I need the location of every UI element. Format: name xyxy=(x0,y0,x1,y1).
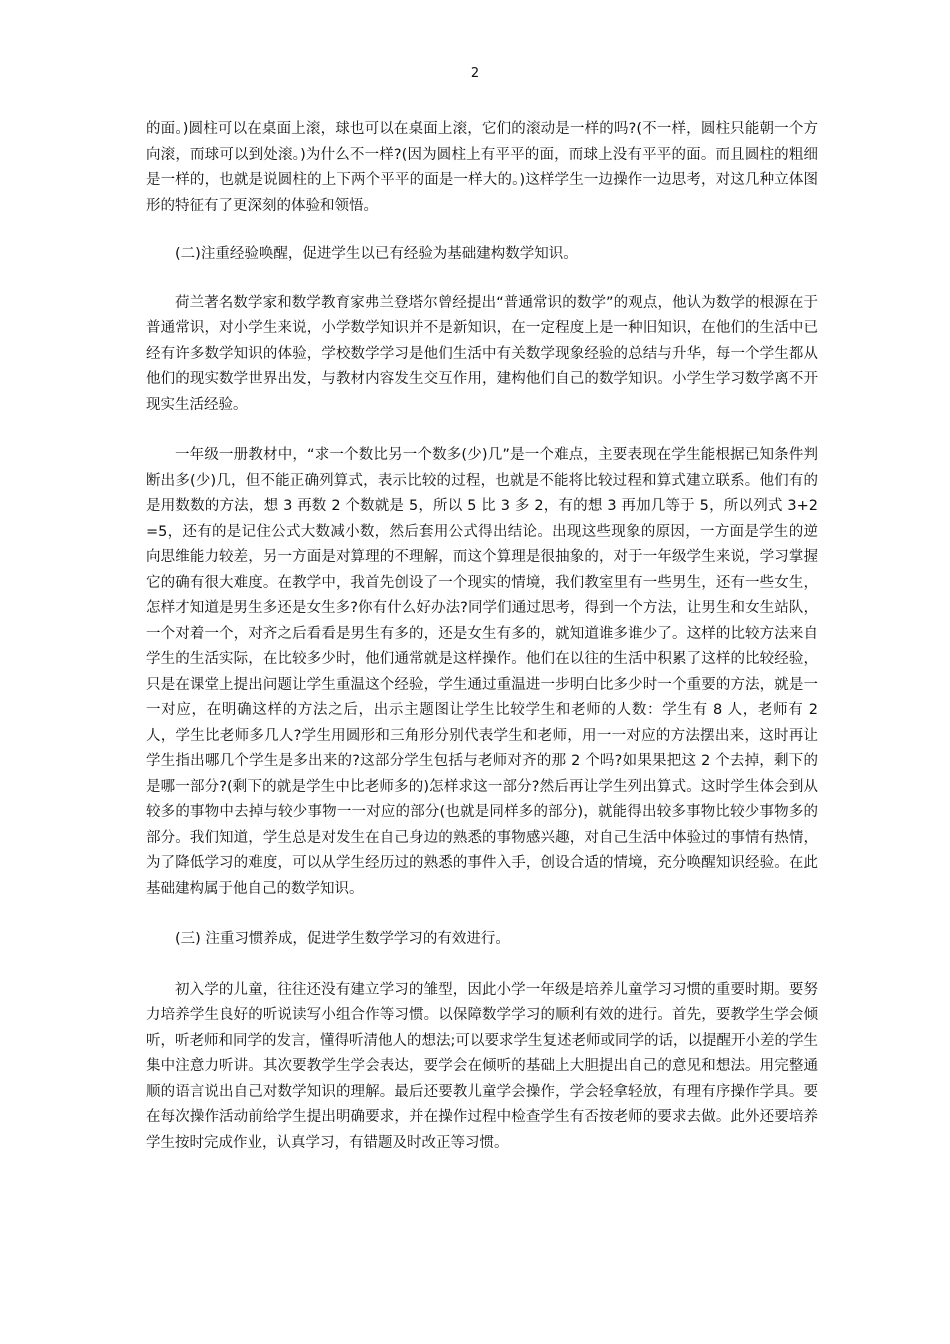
section-heading-habits: (三) 注重习惯养成，促进学生数学学习的有效进行。 xyxy=(175,931,510,947)
paragraph-freudenthal: 荷兰著名数学家和数学教育家弗兰登塔尔曾经提出“普通常识的数学”的观点，他认为数学的根源在于普通常识，对小学生来说，小学数学知识并不是新知识，在一定程度上是一种旧知识，在他们的生活中已经有许多数学知识的体验，学校数学学习是他们生活中有关数学现象经验的总结与升华，每一个学生都从他们的现实数学世界出发，与教材内容发生交互作用，建构他们自己的数学知识。小学生学习数学离不开现实生活经验。 xyxy=(146,294,818,413)
paragraph-comparison-example: 一年级一册教材中，“求一个数比另一个数多(少)几”是一个难点，主要表现在学生能根据已知条件判断出多(少)几，但不能正确列算式，表示比较的过程，也就是不能将比较过程和算式建立联系。他们有的是用数数的方法，想 3 再数 2 个数就是 5，所以 5 比 3 多 2，有的想 3 再加几等于 5，所以列式 3+2=5，还有的是记住公式大数减小数，然后套用公式得出结论。出现这些现象的原因，一方面是学生的逆向思维能力较差，另一方面是对算理的不理解，而这个算理是很抽象的，对于一年级学生来说，学习掌握它的确有很大难度。在教学中，我首先创设了一个现实的情境，我们教室里有一些男生，还有一些女生，怎样才知道是男生多还是女生多?你有什么好办法?同学们通过思考，得到一个方法，让男生和女生站队，一个对着一个，对齐之后看看是男生有多的，还是女生有多的，就知道谁多谁少了。这样的比较方法来自学生的生活实际，在比较多少时，他们通常就是这样操作。他们在以往的生活中积累了这样的比较经验，只是在课堂上提出问题让学生重温这个经验，学生通过重温进一步明白比多少时一个重要的方法，就是一一对应，在明确这样的方法之后，出示主题图让学生比较学生和老师的人数：学生有 8 人，老师有 2 人，学生比老师多几人?学生用圆形和三角形分别代表学生和老师，用一一对应的方法摆出来，这时再让学生指出哪几个学生是多出来的?这部分学生包括与老师对齐的那 2 个吗?如果果把这 2 个去掉，剩下的是哪一部分?(剩下的就是学生中比老师多的)怎样求这一部分?然后再让学生列出算式。这时学生体会到从较多的事物中去掉与较少事物一一对应的部分(也就是同样多的部分)，就能得出较多事物比较少事物多的部分。我们知道，学生总是对发生在自己身边的熟悉的事物感兴趣，对自己生活中体验过的事情有热情，为了降低学习的难度，可以从学生经历过的熟悉的事件入手，创设合适的情境，充分唤醒知识经验。在此基础建构属于他自己的数学知识。 xyxy=(146,447,818,897)
section-heading-experience: (二)注重经验唤醒，促进学生以已有经验为基础建构数学知识。 xyxy=(175,246,578,262)
paragraph-cylinder-sphere: 的面。)圆柱可以在桌面上滚，球也可以在桌面上滚，它们的滚动是一样的吗?(不一样，圆柱只能朝一个方向滚，而球可以到处滚。)为什么不一样?(因为圆柱上有平平的面，而球上没有平平的面。而且圆柱的粗细是一样的，也就是说圆柱的上下两个平平的面是一样大的。)这样学生一边操作一边思考，对这几种立体图形的特征有了更深刻的体验和领悟。 xyxy=(146,121,818,214)
paragraph-study-habits: 初入学的儿童，往往还没有建立学习的雏型，因此小学一年级是培养儿童学习习惯的重要时期。要努力培养学生良好的听说读写小组合作等习惯。以保障数学学习的顺利有效的进行。首先，要教学生学会倾听，听老师和同学的发言，懂得听清他人的想法;可以要求学生复述老师或同学的话，以提醒开小差的学生集中注意力听讲。其次要教学生学会表达，要学会在倾听的基础上大胆提出自己的意见和想法。用完整通顺的语言说出自己对数学知识的理解。最后还要教儿童学会操作，学会轻拿轻放，有理有序操作学具。要在每次操作活动前给学生提出明确要求，并在操作过程中检查学生有否按老师的要求去做。此外还要培养学生按时完成作业，认真学习，有错题及时改正等习惯。 xyxy=(146,981,818,1151)
document-body xyxy=(146,117,818,1156)
page-number: 2 xyxy=(470,66,480,81)
